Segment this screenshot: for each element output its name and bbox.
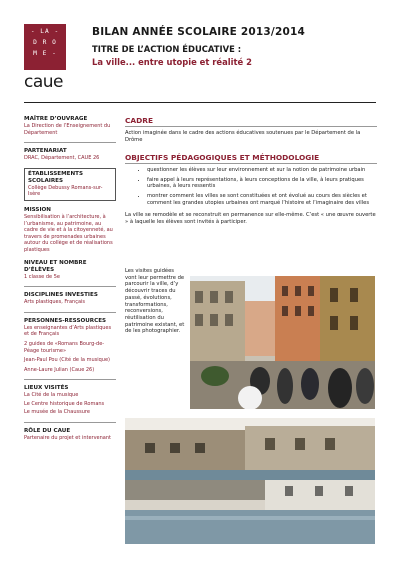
main-content — [125, 116, 377, 225]
lieux-block — [24, 385, 116, 416]
river-photo — [125, 418, 375, 544]
partenariat-heading: PARTENARIAT — [24, 148, 67, 155]
disciplines-text: Arts plastiques, Français — [24, 299, 86, 306]
divider — [24, 422, 116, 423]
partenariat-text: DRAC, Département, CAUE 26 — [24, 155, 100, 162]
role-block — [24, 428, 116, 442]
logo-line-1: - LA - — [30, 28, 60, 35]
niveau-text: 1 classe de 5e — [24, 273, 60, 280]
cadre-text: Action imaginée dans le cadre des actions éducatives soutenues par le Département de la Drôme — [125, 130, 361, 143]
divider — [24, 286, 116, 287]
cadre-heading: CADRE — [125, 116, 154, 125]
sidebar — [24, 116, 116, 448]
ville-paragraph: La ville se remodèle et se reconstruit en permanence sur elle-même. C’est « une œuvre ouverte » à laquelle les élèves sont invités à participer. — [125, 212, 376, 225]
divider — [24, 379, 116, 380]
street-photo — [190, 276, 375, 409]
etablissements-block — [24, 168, 116, 201]
etablissements-text: Collège Debussy Romans-sur-Isère — [28, 184, 103, 198]
divider — [125, 163, 377, 164]
niveau-block — [24, 260, 116, 281]
mission-block — [24, 207, 116, 254]
objectifs-heading: OBJECTIFS PÉDAGOGIQUES ET MÉTHODOLOGIE — [125, 153, 320, 163]
logo-name: caue — [24, 72, 63, 92]
action-subtitle: TITRE DE L’ACTION ÉDUCATIVE : — [92, 44, 242, 54]
divider — [125, 126, 377, 127]
disciplines-block — [24, 292, 116, 306]
personnes-text-3: Jean-Paul Pou (Cité de la musique) — [24, 357, 110, 364]
action-title: La ville... entre utopie et réalité 2 — [92, 57, 252, 67]
role-heading: RÔLE DU CAUE — [24, 428, 71, 435]
caue-logo — [24, 24, 66, 70]
divider — [24, 142, 116, 143]
niveau-heading: NIVEAU ET NOMBRE D’ÉLÈVES — [24, 259, 87, 273]
page-title: BILAN ANNÉE SCOLAIRE 2013/2014 — [92, 26, 305, 38]
logo-line-3: M E - — [33, 50, 57, 57]
logo-line-2: D R O — [33, 39, 57, 46]
mission-heading: MISSION — [24, 206, 51, 213]
lieux-text-3: Le musée de la Chaussure — [24, 409, 90, 416]
personnes-heading: PERSONNES-RESSOURCES — [24, 317, 107, 324]
disciplines-heading: DISCIPLINES INVESTIES — [24, 292, 98, 299]
objectifs-list — [125, 167, 377, 206]
lieux-text-1: La Cité de la musique — [24, 392, 79, 399]
personnes-text-1: Les enseignantes d’Arts plastiques et de Français — [24, 324, 112, 338]
etablissements-heading: ÉTABLISSEMENTS SCOLAIRES — [28, 170, 83, 184]
list-item: • questionner les élèves sur leur environnement et sur la notion de patrimoine urbain — [147, 167, 377, 174]
maitre-block — [24, 116, 116, 136]
mission-text: Sensibilisation à l’architecture, à l’urbanisme, au patrimoine, au cadre de vie et à la citoyenneté, au travers de promenades urbaines autour du collège et de réalisations plastiques — [24, 213, 113, 253]
list-item: • faire appel à leurs représentations, à leurs conceptions de la ville, à leurs pratiques urbaines, à leurs ressentis — [147, 177, 377, 190]
maitre-text: La Direction de l’Enseignement du Département — [24, 123, 111, 136]
personnes-text-4: Anne-Laure Julian (Caue 26) — [24, 366, 95, 373]
personnes-text-2: 2 guides de «Romans Bourg-de-Péage tourisme» — [24, 340, 105, 354]
maitre-heading: MAÎTRE D’OUVRAGE — [24, 116, 88, 122]
lieux-text-2: Le Centre historique de Romans — [24, 400, 105, 407]
list-item: • montrer comment les villes se sont constituées et ont évolué au cours des siècles et comment les grandes utopies urbaines ont marqué l’histoire et l’imaginaire des villes — [147, 193, 377, 206]
divider — [24, 312, 116, 313]
personnes-block — [24, 318, 116, 374]
role-text: Partenaire du projet et intervenant — [24, 435, 111, 442]
header-divider — [24, 102, 376, 103]
lieux-heading: LIEUX VISITÉS — [24, 385, 69, 392]
photo-caption: Les visites guidées vont leur permettre de parcourir la ville, d’y découvrir traces du passé, évolutions, transformations, reconversions, réutilisation du patrimoine existant, et de les photographier. — [125, 268, 185, 335]
partenariat-block — [24, 148, 116, 162]
